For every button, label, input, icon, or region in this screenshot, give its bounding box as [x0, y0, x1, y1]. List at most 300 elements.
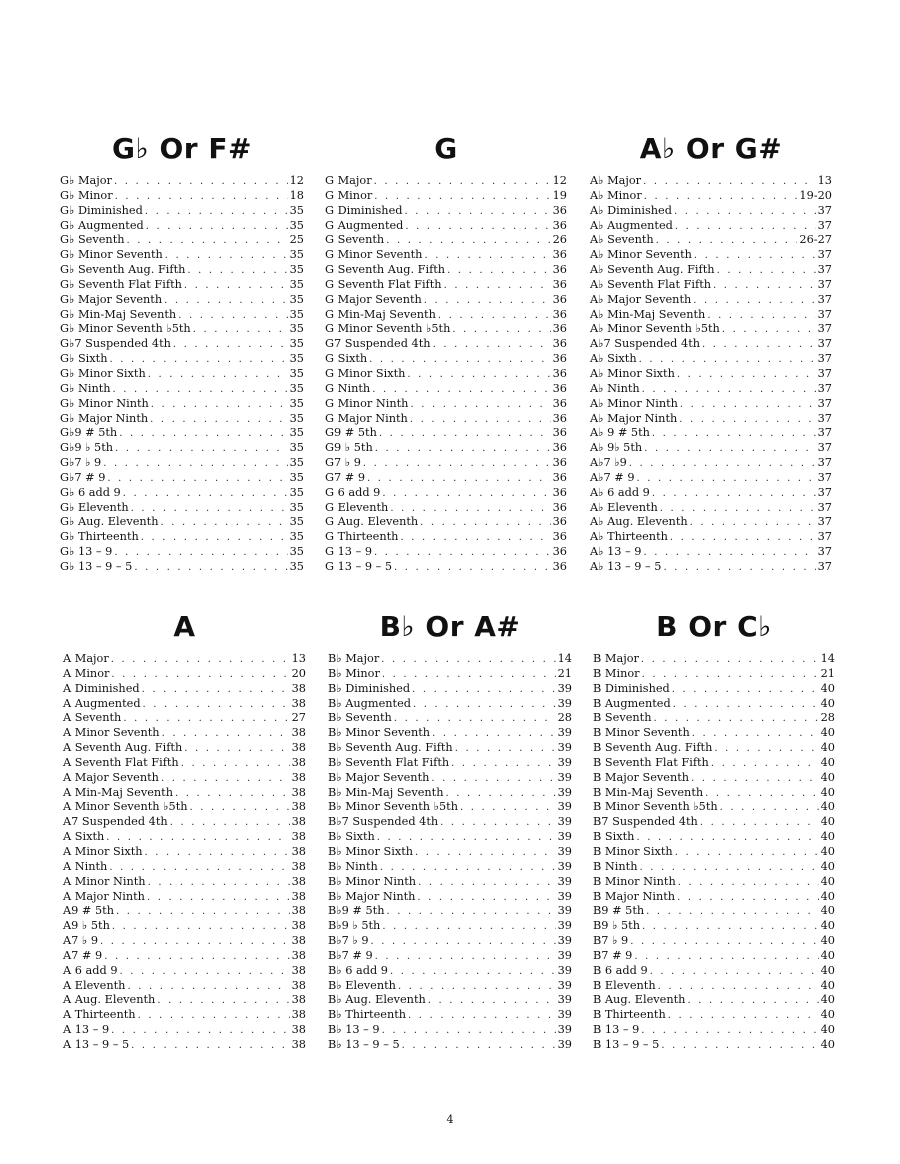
dot-leader [382, 1024, 556, 1039]
dot-leader [382, 920, 555, 935]
entry-list [590, 174, 832, 575]
chord-name: G Major [325, 174, 372, 187]
chord-name: B♭9 # 5th [328, 904, 385, 918]
chord-name: A♭ Minor Ninth [590, 396, 678, 410]
section-heading: B Or C♭ [656, 610, 772, 643]
chord-entry [590, 426, 832, 441]
dot-leader [652, 427, 816, 442]
page-ref: 40 [820, 785, 835, 799]
chord-name: B Ninth [593, 859, 638, 873]
page-ref: 39 [557, 800, 572, 814]
dot-leader [116, 905, 290, 920]
chord-entry [328, 860, 572, 875]
chord-entry [328, 726, 572, 741]
chord-entry [63, 741, 306, 756]
dot-leader [193, 323, 288, 338]
page-ref: 36 [552, 292, 567, 306]
chord-name: B7 # 9 [593, 948, 633, 962]
entry-list [60, 174, 304, 575]
page-ref: 38 [291, 741, 306, 755]
chord-name: B♭ Seventh Aug. Fifth [328, 741, 453, 755]
chord-name: A♭ Diminished [590, 203, 672, 217]
page-ref: 40 [820, 1023, 835, 1037]
chord-name: G♭ Major Seventh [60, 292, 163, 306]
page-ref: 28 [557, 711, 572, 725]
page-ref: 36 [552, 277, 567, 291]
chord-name: A♭ 13 – 9 [590, 545, 642, 559]
dot-leader [413, 698, 556, 713]
chord-entry [60, 486, 304, 501]
chord-name: B Min-Maj Seventh [593, 785, 704, 799]
chord-name: A9 # 5th [63, 904, 114, 918]
chord-name: A♭ Augmented [590, 218, 673, 232]
chord-entry [328, 815, 572, 830]
chord-name: B♭ Minor Seventh [328, 726, 431, 740]
chord-entry [325, 278, 567, 293]
page-ref: 36 [552, 485, 567, 499]
page-ref: 36 [552, 456, 567, 470]
chord-name: A Sixth [63, 830, 105, 844]
page-ref: 38 [291, 859, 306, 873]
chord-name: A Seventh Aug. Fifth [63, 741, 183, 755]
chord-entry [593, 667, 835, 682]
dot-leader [115, 442, 288, 457]
chord-name: B Sixth [593, 830, 635, 844]
page-ref: 36 [552, 248, 567, 262]
page-ref: 40 [820, 904, 835, 918]
dot-leader [639, 353, 816, 368]
chord-entry [328, 830, 572, 845]
dot-leader [178, 309, 287, 324]
dot-leader [375, 442, 551, 457]
chord-entry [590, 174, 832, 189]
dot-leader [184, 279, 288, 294]
page-ref: 38 [291, 948, 306, 962]
chord-name: G♭ 13 – 9 – 5 [60, 559, 133, 573]
chord-entry [63, 1008, 306, 1023]
dot-leader [394, 561, 551, 576]
chord-entry [63, 711, 306, 726]
chord-entry [328, 697, 572, 712]
dot-leader [382, 668, 556, 683]
page-ref: 39 [557, 696, 572, 710]
chord-name: A Major Seventh [63, 770, 159, 784]
chord-entry [593, 964, 835, 979]
page-ref: 35 [289, 530, 304, 544]
chord-entry [325, 530, 567, 545]
dot-leader [629, 457, 816, 472]
dot-leader [694, 249, 816, 264]
chord-entry [590, 471, 832, 486]
page-ref: 36 [552, 322, 567, 336]
chord-entry [63, 652, 306, 667]
section-b-flat [328, 606, 572, 1053]
page-ref: 36 [552, 559, 567, 573]
section-a [63, 606, 306, 1053]
chord-name: G♭ Seventh [60, 233, 125, 247]
dot-leader [641, 1024, 818, 1039]
page-ref: 35 [289, 307, 304, 321]
dot-leader [642, 383, 816, 398]
chord-entry [60, 426, 304, 441]
page-ref: 39 [557, 859, 572, 873]
chord-entry [590, 545, 832, 560]
chord-entry [325, 441, 567, 456]
chord-name: B Thirteenth [593, 1008, 666, 1022]
chord-entry [325, 382, 567, 397]
page-ref: 36 [552, 218, 567, 232]
dot-leader [142, 683, 290, 698]
page-ref: 39 [557, 741, 572, 755]
chord-name: A♭ Ninth [590, 381, 640, 395]
chord-entry [325, 248, 567, 263]
dot-leader [440, 816, 555, 831]
chord-name: B♭ Thirteenth [328, 1008, 407, 1022]
dot-leader [173, 338, 288, 353]
page-ref: 37 [817, 248, 832, 262]
section-heading: B♭ Or A# [379, 610, 521, 643]
chord-entry [63, 860, 306, 875]
dot-leader [374, 190, 550, 205]
dot-leader [424, 249, 550, 264]
section-b [593, 606, 835, 1053]
dot-leader [679, 413, 815, 428]
page-ref: 36 [552, 203, 567, 217]
chord-name: A Min-Maj Seventh [63, 785, 174, 799]
page-ref: 38 [291, 844, 306, 858]
page-ref: 38 [291, 1008, 306, 1022]
chord-entry [325, 337, 567, 352]
chord-name: G♭9 ♭ 5th [60, 441, 114, 455]
page-ref: 39 [557, 904, 572, 918]
chord-entry [60, 204, 304, 219]
page-ref: 40 [820, 978, 835, 992]
chord-entry [63, 756, 306, 771]
page-ref: 40 [820, 889, 835, 903]
page-ref: 36 [552, 263, 567, 277]
section-heading: A♭ Or G# [639, 132, 783, 165]
dot-leader [673, 698, 819, 713]
page-ref: 40 [820, 919, 835, 933]
chord-entry [593, 1023, 835, 1038]
dot-leader [371, 935, 556, 950]
page-ref: 36 [552, 411, 567, 425]
dot-leader [400, 531, 550, 546]
page-ref: 35 [289, 366, 304, 380]
chord-entry [590, 501, 832, 516]
dot-leader [109, 861, 289, 876]
page-ref: 37 [817, 203, 832, 217]
dot-leader [424, 294, 551, 309]
dot-leader [653, 712, 818, 727]
page-ref: 36 [552, 515, 567, 529]
dot-leader [644, 442, 815, 457]
chord-entry [325, 515, 567, 530]
page-ref: 39 [557, 1023, 572, 1037]
page-ref: 38 [291, 978, 306, 992]
chord-name: A Minor Seventh [63, 726, 160, 740]
chord-name: A7 ♭ 9 [63, 934, 99, 948]
chord-entry [60, 293, 304, 308]
chord-entry [593, 741, 835, 756]
dot-leader [451, 757, 555, 772]
page-ref: 38 [291, 963, 306, 977]
chord-name: B♭ Major Seventh [328, 770, 430, 784]
chord-name: A Major Ninth [63, 889, 145, 903]
chord-entry [63, 890, 306, 905]
chord-name: G7 ♭ 9 [325, 456, 361, 470]
chord-name: B♭ Minor Ninth [328, 874, 417, 888]
chord-name: A♭ Minor [590, 188, 642, 202]
chord-entry [60, 189, 304, 204]
page-ref: 37 [817, 470, 832, 484]
chord-name: B Seventh Flat Fifth [593, 755, 709, 769]
chord-name: B7 Suspended 4th [593, 815, 698, 829]
dot-leader [643, 546, 815, 561]
page-ref: 36 [552, 337, 567, 351]
chord-entry [593, 682, 835, 697]
dot-leader [445, 787, 555, 802]
chord-entry [593, 1038, 835, 1053]
chord-entry [325, 471, 567, 486]
page-ref: 38 [291, 1023, 306, 1037]
dot-leader [394, 712, 556, 727]
dot-leader [661, 1039, 818, 1054]
chord-name: A Thirteenth [63, 1008, 136, 1022]
chord-entry [593, 697, 835, 712]
page-ref: 38 [291, 993, 306, 1007]
page-ref: 40 [820, 948, 835, 962]
chord-entry [593, 919, 835, 934]
chord-name: A♭ Eleventh [590, 500, 658, 514]
section-g [325, 128, 567, 575]
dot-leader [377, 831, 556, 846]
page-ref: 39 [557, 770, 572, 784]
page-ref: 35 [289, 426, 304, 440]
chord-name: B♭ Seventh Flat Fifth [328, 755, 450, 769]
page-ref: 40 [820, 815, 835, 829]
page-ref: 35 [289, 456, 304, 470]
dot-leader [175, 787, 290, 802]
entry-list [593, 652, 835, 1053]
chord-name: B♭ 13 – 9 – 5 [328, 1037, 400, 1051]
page-ref: 35 [289, 203, 304, 217]
dot-leader [162, 727, 290, 742]
section-a-flat [590, 128, 832, 575]
dot-leader [131, 1039, 289, 1054]
chord-name: G Minor Seventh ♭5th [325, 322, 451, 336]
chord-entry [590, 248, 832, 263]
chord-entry [590, 530, 832, 545]
chord-entry [328, 949, 572, 964]
dot-leader [402, 1039, 556, 1054]
page-ref: 37 [817, 411, 832, 425]
dot-leader [386, 234, 550, 249]
chord-entry [60, 501, 304, 516]
page-ref: 14 [557, 652, 572, 665]
chord-name: A♭ Minor Sixth [590, 366, 675, 380]
dot-leader [115, 190, 288, 205]
page-ref: 18 [289, 188, 304, 202]
chord-entry [60, 248, 304, 263]
page-ref: 36 [552, 366, 567, 380]
dot-leader [398, 980, 556, 995]
dot-leader [107, 472, 287, 487]
chord-name: A♭ 9♭ 5th [590, 441, 643, 455]
dot-leader [138, 1009, 290, 1024]
chord-entry [63, 815, 306, 830]
dot-leader [643, 175, 816, 190]
chord-name: G♭7 Suspended 4th [60, 337, 171, 351]
chord-name: G Eleventh [325, 500, 389, 514]
dot-leader [415, 846, 556, 861]
chord-entry [590, 352, 832, 367]
chord-name: G♭ Minor Seventh [60, 248, 163, 262]
page-ref: 39 [557, 978, 572, 992]
chord-name: G 13 – 9 – 5 [325, 559, 393, 573]
chord-entry [325, 426, 567, 441]
dot-leader [713, 279, 816, 294]
chord-entry [325, 322, 567, 337]
page-ref: 14 [820, 652, 835, 665]
chord-entry [328, 1023, 572, 1038]
page-ref: 28 [820, 711, 835, 725]
chord-entry [328, 741, 572, 756]
page-ref: 37 [817, 559, 832, 573]
page-ref: 40 [820, 1008, 835, 1022]
chord-name: B♭ Min-Maj Seventh [328, 785, 444, 799]
chord-name: B♭ 13 – 9 [328, 1023, 380, 1037]
chord-name: B Seventh [593, 711, 652, 725]
chord-entry [60, 441, 304, 456]
chord-name: A♭ Major [590, 174, 642, 187]
page-ref: 38 [291, 815, 306, 829]
chord-entry [593, 711, 835, 726]
chord-name: G♭ Min-Maj Seventh [60, 307, 177, 321]
page-ref: 38 [291, 726, 306, 740]
chord-entry [60, 322, 304, 337]
page-ref: 35 [289, 218, 304, 232]
page-ref: 39 [557, 681, 572, 695]
dot-leader [374, 175, 551, 190]
chord-name: A Seventh Flat Fifth [63, 755, 179, 769]
chord-name: G 6 add 9 [325, 485, 381, 499]
page-ref: 40 [820, 844, 835, 858]
chord-name: A 6 add 9 [63, 963, 118, 977]
chord-name: B7 ♭ 9 [593, 934, 629, 948]
dot-leader [656, 234, 798, 249]
page-ref: 37 [817, 292, 832, 306]
dot-leader [375, 950, 556, 965]
chord-entry [590, 367, 832, 382]
dot-leader [161, 516, 288, 531]
chord-entry [590, 397, 832, 412]
page-ref: 39 [557, 889, 572, 903]
dot-leader [664, 561, 816, 576]
chord-entry [593, 756, 835, 771]
chord-name: A♭ Minor Seventh ♭5th [590, 322, 720, 336]
dot-leader [103, 457, 287, 472]
dot-leader [381, 653, 555, 668]
page-ref: 38 [291, 830, 306, 844]
page-ref: 38 [291, 785, 306, 799]
page-ref: 38 [291, 755, 306, 769]
page-ref: 39 [557, 726, 572, 740]
chord-name: G Minor Sixth [325, 366, 406, 380]
page-ref: 36 [552, 396, 567, 410]
chord-entry [590, 456, 832, 471]
chord-entry [63, 979, 306, 994]
page-ref: 39 [557, 948, 572, 962]
entry-list [328, 652, 572, 1053]
section-g-flat [60, 128, 304, 575]
chord-entry [60, 174, 304, 189]
chord-name: G♭7 ♭ 9 [60, 456, 102, 470]
entry-list [325, 174, 567, 575]
chord-name: B♭9 ♭ 5th [328, 919, 381, 933]
dot-leader [717, 264, 816, 279]
chord-entry [325, 233, 567, 248]
chord-entry [63, 697, 306, 712]
page-ref: 35 [289, 411, 304, 425]
page-ref: 39 [557, 815, 572, 829]
page-ref: 35 [289, 485, 304, 499]
page-ref: 39 [557, 874, 572, 888]
chord-name: A♭ Major Ninth [590, 411, 678, 425]
page-ref: 20 [291, 666, 306, 680]
dot-leader [417, 891, 555, 906]
chord-name: G♭ Diminished [60, 203, 143, 217]
chord-name: G♭ Major [60, 174, 112, 187]
dot-leader [722, 323, 816, 338]
chord-name: A Minor Sixth [63, 844, 143, 858]
page-ref: 38 [291, 889, 306, 903]
dot-leader [678, 876, 819, 891]
chord-entry [60, 367, 304, 382]
chord-name: B Minor Seventh ♭5th [593, 800, 718, 814]
page-ref: 37 [817, 307, 832, 321]
page-ref: 40 [820, 696, 835, 710]
page-ref: 39 [557, 844, 572, 858]
page-ref: 40 [820, 800, 835, 814]
page-ref: 35 [289, 352, 304, 366]
chord-name: A Minor Seventh ♭5th [63, 800, 188, 814]
dot-leader [386, 905, 555, 920]
dot-leader [650, 965, 819, 980]
page-ref: 13 [291, 652, 306, 665]
chord-entry [60, 352, 304, 367]
dot-leader [184, 742, 289, 757]
chord-name: B♭ 6 add 9 [328, 963, 388, 977]
dot-leader [412, 683, 556, 698]
chord-name: A 13 – 9 [63, 1023, 110, 1037]
dot-leader [165, 249, 288, 264]
chord-name: G♭ Minor [60, 188, 113, 202]
chord-entry [590, 322, 832, 337]
chord-entry [325, 560, 567, 575]
chord-name: A♭ Aug. Eleventh [590, 515, 688, 529]
chord-name: G Major Ninth [325, 411, 408, 425]
page-ref: 38 [291, 919, 306, 933]
chord-entry [60, 515, 304, 530]
chord-name: B9 ♭ 5th [593, 919, 641, 933]
chord-entry [60, 545, 304, 560]
chord-name: G7 # 9 [325, 470, 366, 484]
page-ref: 36 [552, 441, 567, 455]
page-ref: 35 [289, 470, 304, 484]
dot-leader [119, 427, 287, 442]
dot-leader [639, 861, 818, 876]
